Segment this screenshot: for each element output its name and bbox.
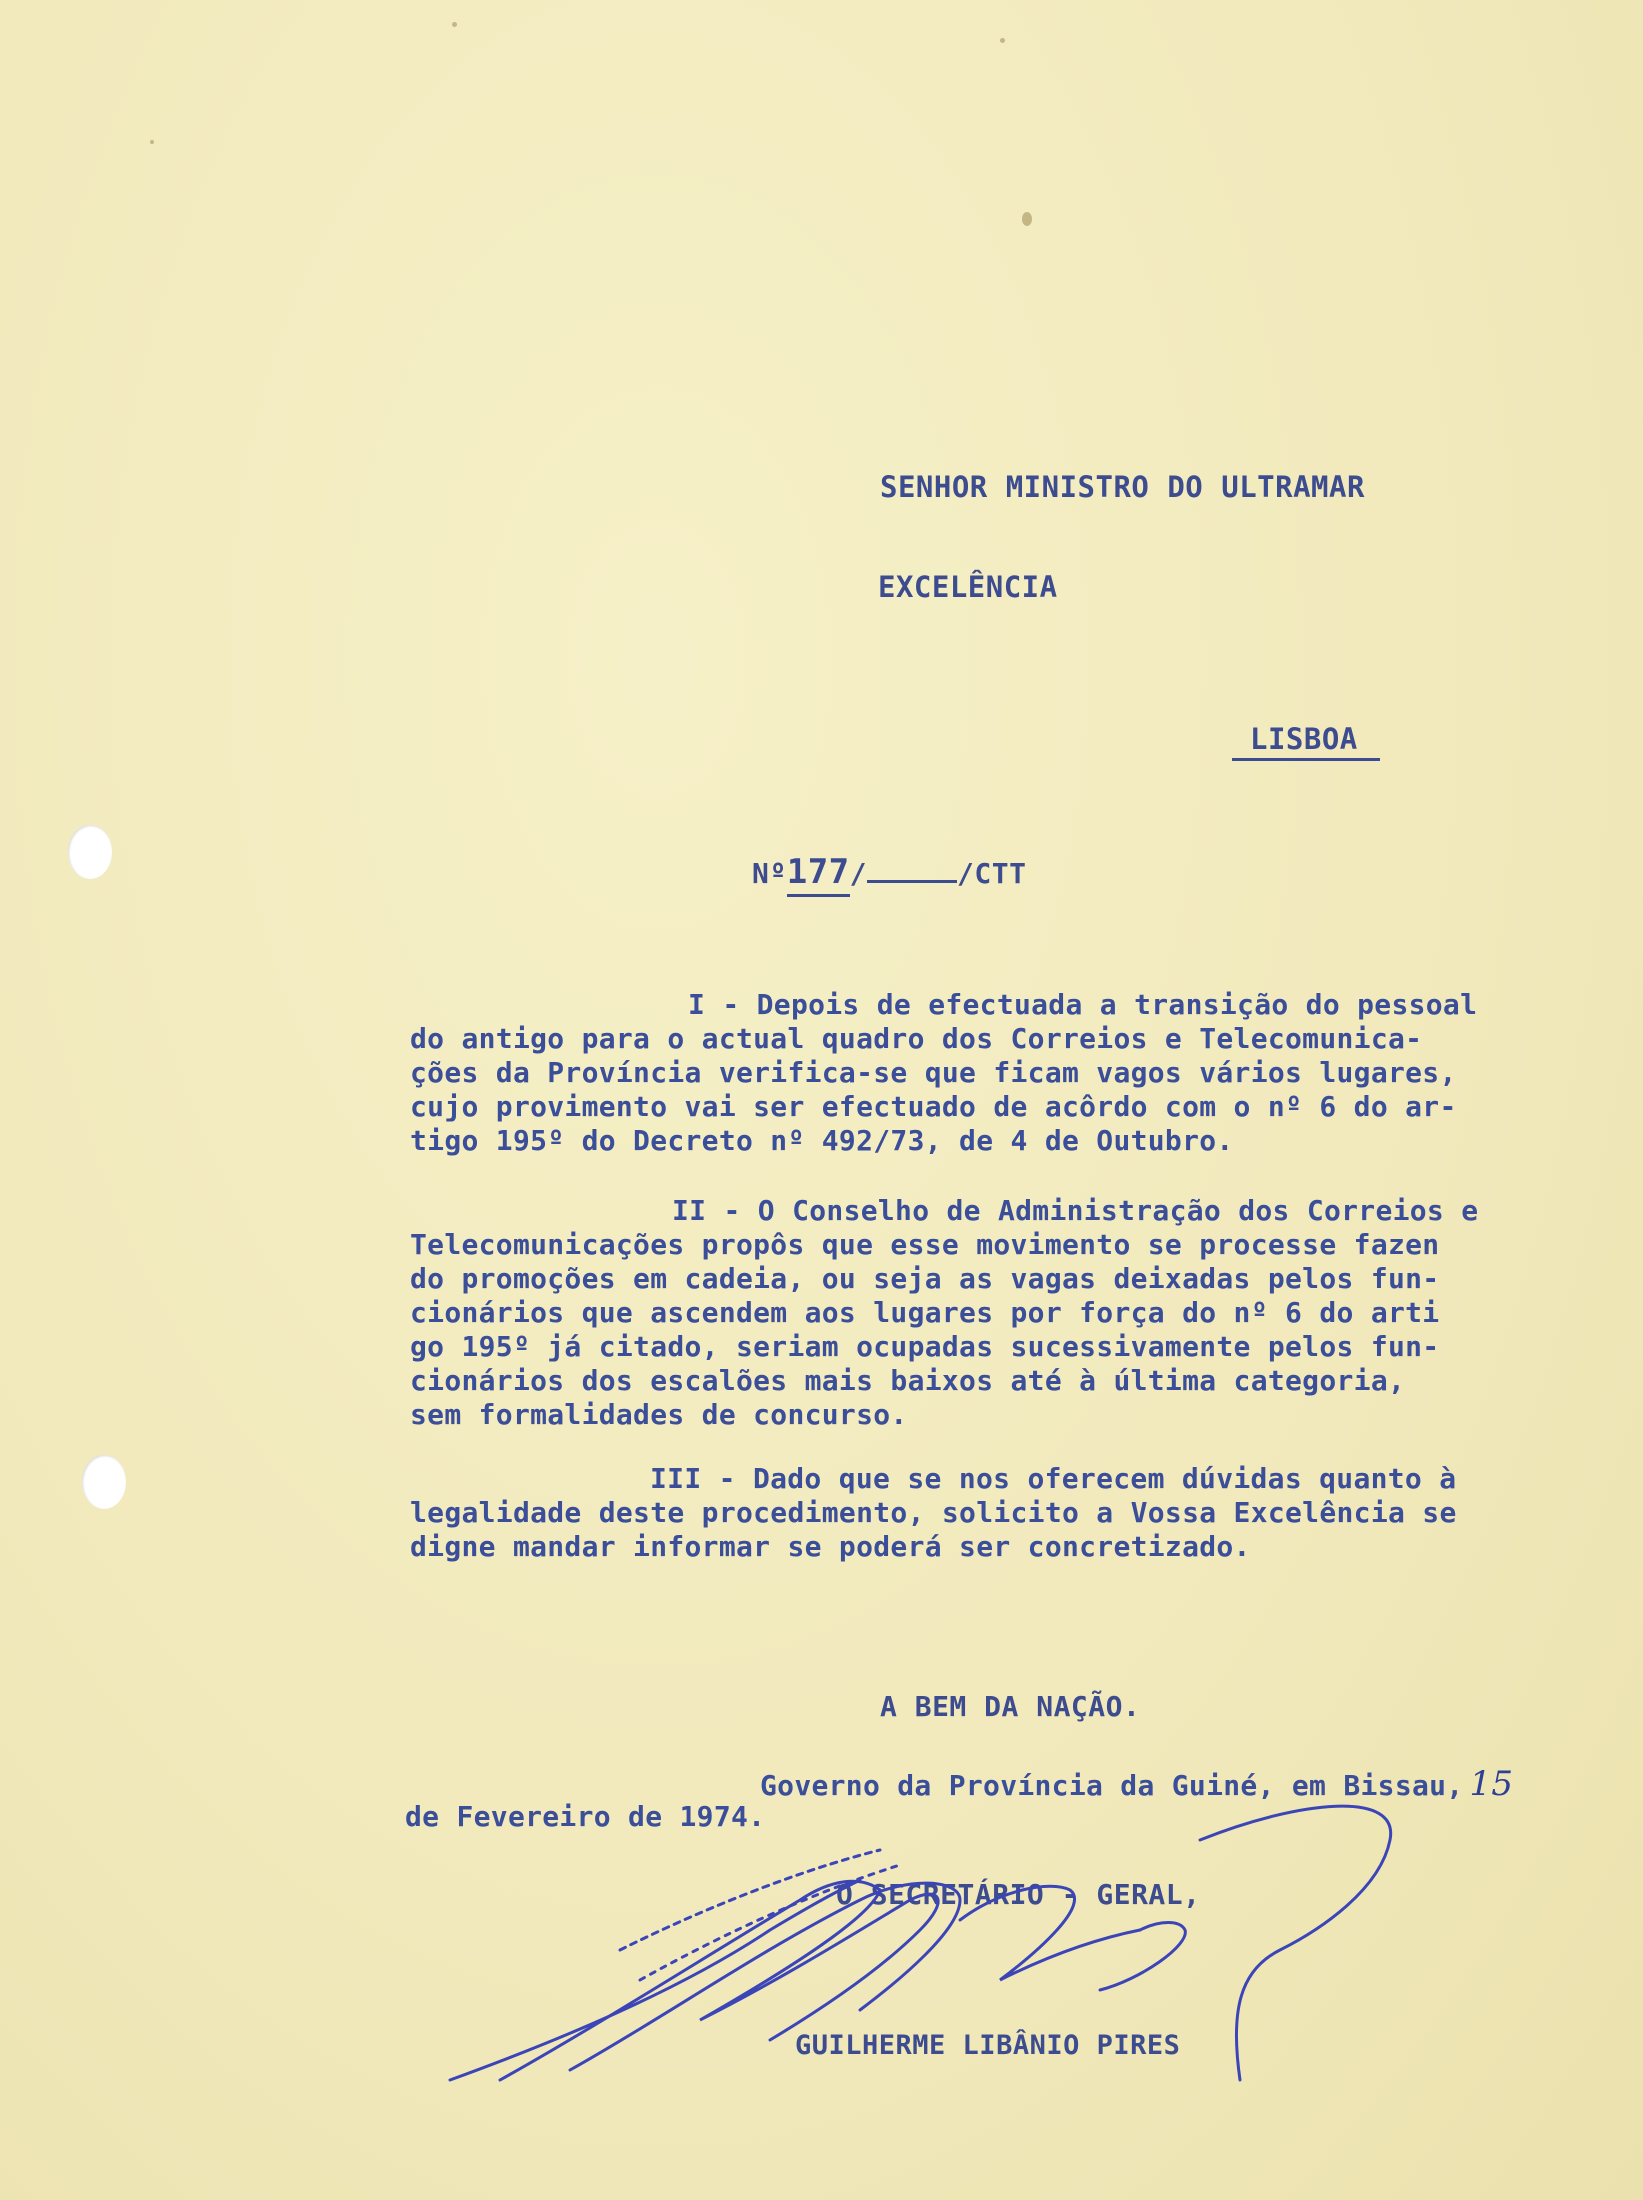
- reference-number: Nº177/ /CTT: [752, 852, 1026, 892]
- paragraph-3-line-2: legalidade deste procedimento, solicito a Vossa Excelência se: [410, 1496, 1457, 1529]
- city: LISBOA: [1232, 722, 1380, 761]
- paragraph-2-line-4: cionários que ascendem aos lugares por força do nº 6 do arti: [410, 1296, 1440, 1329]
- addressee: SENHOR MINISTRO DO ULTRAMAR: [880, 470, 1365, 504]
- paragraph-1-line-2: do antigo para o actual quadro dos Correios e Telecomunica-: [410, 1022, 1423, 1055]
- handwritten-day: 15: [1469, 1764, 1514, 1804]
- paragraph-2-line-1: II - O Conselho de Administração dos Correios e: [672, 1194, 1479, 1227]
- closing-date: de Fevereiro de 1974.: [405, 1800, 766, 1833]
- signatory-title: O SECRETÁRIO - GERAL,: [836, 1878, 1201, 1911]
- paragraph-2-line-5: go 195º já citado, seriam ocupadas sucessivamente pelos fun-: [410, 1330, 1440, 1363]
- closing-place-text: Governo da Província da Guiné, em Bissau,: [760, 1769, 1464, 1802]
- paper-stain: [452, 22, 457, 27]
- paragraph-3-line-1: III - Dado que se nos oferecem dúvidas quanto à: [650, 1462, 1457, 1495]
- salutation: EXCELÊNCIA: [878, 570, 1058, 604]
- reference-value: 177: [787, 852, 850, 897]
- paragraph-1-line-4: cujo provimento vai ser efectuado de acôrdo com o nº 6 do ar-: [410, 1090, 1457, 1123]
- paragraph-1-line-1: I - Depois de efectuada a transição do pessoal: [688, 988, 1478, 1021]
- paragraph-1-line-5: tigo 195º do Decreto nº 492/73, de 4 de Outubro.: [410, 1124, 1234, 1157]
- paper-stain: [150, 140, 154, 144]
- reference-suffix: CTT: [974, 857, 1027, 890]
- paragraph-1-line-3: ções da Província verifica-se que ficam vagos vários lugares,: [410, 1056, 1457, 1089]
- reference-prefix: Nº: [752, 857, 787, 890]
- paragraph-3-line-3: digne mandar informar se poderá ser concretizado.: [410, 1530, 1251, 1563]
- signatory-name: GUILHERME LIBÂNIO PIRES: [795, 2030, 1181, 2061]
- paper-stain: [1022, 212, 1032, 226]
- closing-motto: A BEM DA NAÇÃO.: [880, 1690, 1141, 1723]
- paragraph-2-line-6: cionários dos escalões mais baixos até à última categoria,: [410, 1364, 1406, 1397]
- punch-hole-top: [68, 825, 112, 879]
- punch-hole-bottom: [82, 1455, 126, 1509]
- paper-stain: [1000, 38, 1005, 43]
- paragraph-2-line-2: Telecomunicações propôs que esse movimento se processe fazen: [410, 1228, 1440, 1261]
- reference-blank: [867, 878, 957, 883]
- paragraph-2-line-7: sem formalidades de concurso.: [410, 1398, 908, 1431]
- paragraph-2-line-3: do promoções em cadeia, ou seja as vagas deixadas pelos fun-: [410, 1262, 1440, 1295]
